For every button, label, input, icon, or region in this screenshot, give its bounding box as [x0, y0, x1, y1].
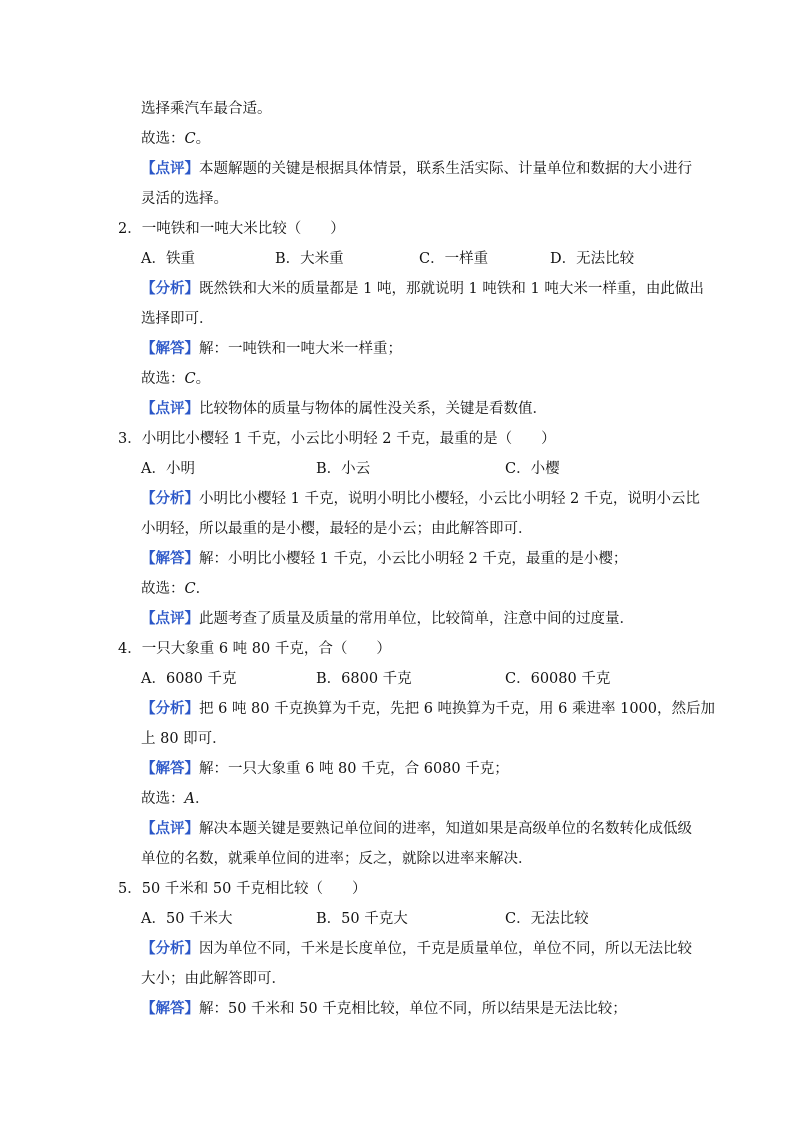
- analysis-text: 因为单位不同，千米是长度单位，千克是质量单位，单位不同，所以无法比较: [199, 941, 692, 957]
- question-2-option-b: B．大米重: [275, 251, 344, 267]
- question-4-review-cont: 单位的名数，就乘单位间的进率；反之，就除以进率来解决．: [141, 851, 533, 867]
- question-3-analysis-cont: 小明轻，所以最重的是小樱，最轻的是小云；由此解答即可．: [141, 521, 533, 537]
- solution-text: 解：一只大象重 6 吨 80 千克，合 6080 千克；: [199, 761, 509, 777]
- analysis-text: 既然铁和大米的质量都是 1 吨，那就说明 1 吨铁和 1 吨大米一样重，由此做出: [199, 281, 704, 297]
- review-text: 此题考查了质量及质量的常用单位，比较简单，注意中间的过度量．: [199, 611, 634, 627]
- question-3-option-c: C．小樱: [505, 461, 560, 477]
- question-3-analysis: [141, 489, 700, 509]
- answer-prefix: 故选：: [141, 131, 185, 147]
- question-5-analysis: [141, 939, 692, 959]
- question-3-stem: 3．小明比小樱轻 1 千克，小云比小明轻 2 千克，最重的是（ ）: [118, 431, 556, 447]
- solution-text: 解：50 千米和 50 千克相比较，单位不同，所以结果是无法比较；: [199, 1001, 627, 1017]
- answer-prefix: 故选：: [141, 371, 185, 387]
- answer-letter: A: [184, 791, 195, 807]
- question-2-option-a: A．铁重: [141, 251, 195, 267]
- question-4-analysis-cont: 上 80 即可．: [141, 731, 227, 747]
- review-text: 比较物体的质量与物体的属性没关系，关键是看数值．: [199, 401, 547, 417]
- analysis-tag: 【分析】: [141, 700, 199, 717]
- question-4-option-b: B．6800 千克: [316, 671, 412, 687]
- solution-text: 解：小明比小樱轻 1 千克，小云比小明轻 2 千克，最重的是小樱；: [199, 551, 628, 567]
- solution-tag: 【解答】: [141, 340, 199, 357]
- answer-suffix: 。: [195, 371, 211, 387]
- question-2-review: [141, 399, 547, 419]
- review-text: 本题解题的关键是根据具体情景，联系生活实际、计量单位和数据的大小进行: [199, 161, 692, 177]
- question-3-answer: [141, 579, 210, 599]
- answer-suffix: 。: [195, 131, 211, 147]
- intro-text: 选择乘汽车最合适。: [141, 101, 272, 117]
- answer-letter: C: [184, 581, 196, 597]
- question-2-analysis-cont: 选择即可．: [141, 311, 214, 327]
- answer-prefix: 故选：: [141, 791, 185, 807]
- question-5-stem: 5．50 千米和 50 千克相比较（ ）: [118, 881, 367, 897]
- question-2-stem: 2．一吨铁和一吨大米比较（ ）: [118, 221, 345, 237]
- answer-letter: C: [184, 371, 196, 387]
- question-4-option-a: A．6080 千克: [141, 671, 237, 687]
- review-tag: 【点评】: [141, 820, 199, 837]
- review-tag: 【点评】: [141, 160, 199, 177]
- analysis-text: 小明比小樱轻 1 千克，说明小明比小樱轻，小云比小明轻 2 千克，说明小云比: [199, 491, 700, 507]
- question-4-analysis: [141, 699, 715, 719]
- review-text: 解决本题关键是要熟记单位间的进率，知道如果是高级单位的名数转化成低级: [199, 821, 692, 837]
- intro-answer: [141, 129, 210, 149]
- answer-prefix: 故选：: [141, 581, 185, 597]
- question-5-option-a: A．50 千米大: [141, 911, 233, 927]
- solution-tag: 【解答】: [141, 760, 199, 777]
- question-5-option-c: C．无法比较: [505, 911, 589, 927]
- solution-tag: 【解答】: [141, 1000, 199, 1017]
- intro-review: [141, 159, 692, 179]
- analysis-tag: 【分析】: [141, 940, 199, 957]
- question-2-option-c: C．一样重: [419, 251, 489, 267]
- question-4-stem: 4．一只大象重 6 吨 80 千克，合（ ）: [118, 641, 391, 657]
- review-tag: 【点评】: [141, 610, 199, 627]
- question-5-solution: [141, 999, 627, 1019]
- analysis-text: 把 6 吨 80 千克换算为千克，先把 6 吨换算为千克，用 6 乘进率 1000，然后加: [199, 701, 716, 717]
- solution-tag: 【解答】: [141, 550, 199, 567]
- answer-letter: C: [184, 131, 196, 147]
- answer-suffix: ．: [195, 581, 211, 597]
- question-3-option-b: B．小云: [316, 461, 371, 477]
- question-3-solution: [141, 549, 627, 569]
- intro-review-cont: 灵活的选择。: [141, 191, 228, 207]
- question-4-review: [141, 819, 692, 839]
- question-2-option-d: D．无法比较: [550, 251, 635, 267]
- question-5-analysis-cont: 大小；由此解答即可．: [141, 971, 286, 987]
- question-2-solution: [141, 339, 402, 359]
- question-2-answer: [141, 369, 210, 389]
- question-4-answer: [141, 789, 209, 809]
- question-5-option-b: B．50 千克大: [316, 911, 408, 927]
- question-2-analysis: [141, 279, 704, 299]
- analysis-tag: 【分析】: [141, 490, 199, 507]
- answer-suffix: ．: [194, 791, 210, 807]
- question-3-option-a: A．小明: [141, 461, 195, 477]
- question-4-solution: [141, 759, 509, 779]
- review-tag: 【点评】: [141, 400, 199, 417]
- question-3-review: [141, 609, 634, 629]
- question-4-option-c: C．60080 千克: [505, 671, 611, 687]
- solution-text: 解：一吨铁和一吨大米一样重；: [199, 341, 402, 357]
- analysis-tag: 【分析】: [141, 280, 199, 297]
